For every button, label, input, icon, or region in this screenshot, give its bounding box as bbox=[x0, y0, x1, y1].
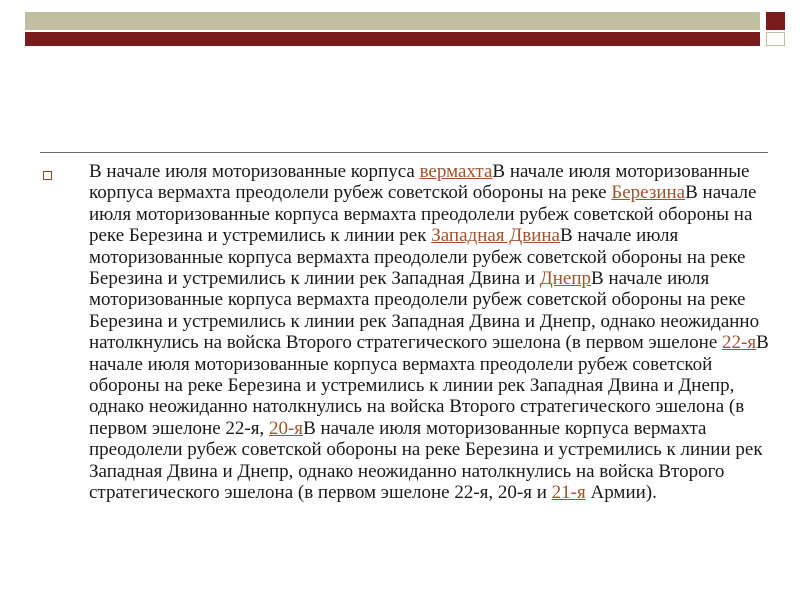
corner-square-light bbox=[766, 32, 785, 46]
inline-link[interactable]: Западная Двина bbox=[431, 225, 560, 247]
inline-link[interactable]: 22-я bbox=[722, 332, 757, 354]
inline-link[interactable]: 21-я bbox=[551, 482, 586, 504]
inline-link[interactable]: Днепр bbox=[539, 268, 592, 290]
inline-link[interactable]: Березина bbox=[611, 182, 686, 204]
corner-square-dark bbox=[766, 12, 785, 30]
paragraph-text: В начале июля моторизованные корпуса вермахта преодолели рубеж советской обороны на реке Березина и устремились к линии рек bbox=[89, 182, 757, 247]
inline-link[interactable]: вермахта bbox=[419, 161, 493, 182]
title-divider bbox=[40, 152, 768, 153]
header-bar bbox=[25, 12, 760, 30]
accent-bar bbox=[25, 32, 760, 46]
paragraph-text: В начале июля моторизованные корпуса вермахта преодолели рубеж советской обороны на реке bbox=[89, 161, 750, 204]
paragraph-text: В начале июля моторизованные корпуса bbox=[89, 161, 420, 182]
bullet-paragraph bbox=[89, 161, 769, 504]
paragraph-text: В начале июля моторизованные корпуса вермахта преодолели рубеж советской обороны на реке Березина и устремились к линии рек Западная Двина и Днепр, однако неожиданно натолкнулись на войска Второго стратегического эшелона (в первом эшелоне bbox=[89, 268, 760, 354]
inline-link[interactable]: 20-я bbox=[268, 417, 304, 439]
paragraph-text: В начале июля моторизованные корпуса вермахта преодолели рубеж советской обороны на реке Березина и устремились к линии рек Западная Двина и Днепр, однако неожиданно натолкнулись на войска Второго стратегического эшелона (в первом эшелоне 22-я, 20-я и bbox=[89, 417, 763, 504]
paragraph-text: В начале июля моторизованные корпуса вермахта преодолели рубеж советской обороны на реке Березина и устремились к линии рек Западная Двина и Днепр, однако неожиданно натолкнулись на войска Второго стратегического эшелона (в первом эшелоне 22-я, bbox=[89, 332, 769, 439]
paragraph-text: В начале июля моторизованные корпуса вермахта преодолели рубеж советской обороны на реке Березина и устремились к линии рек Западная Двина и bbox=[89, 225, 746, 290]
hollow-square-bullet-icon bbox=[43, 171, 52, 180]
paragraph-text: Армии). bbox=[585, 482, 657, 504]
